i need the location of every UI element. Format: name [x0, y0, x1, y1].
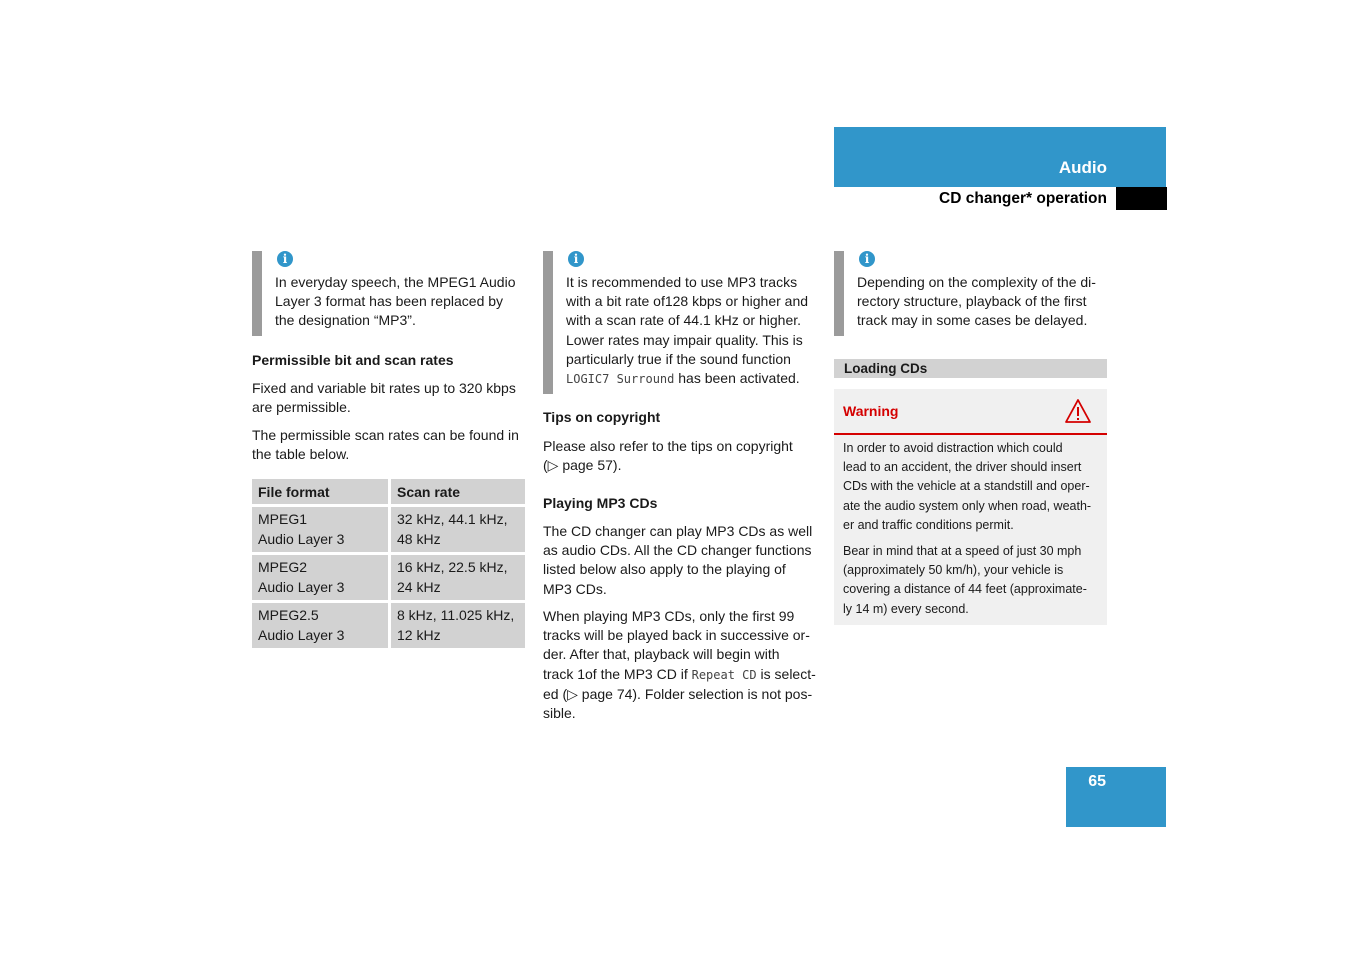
table-row: [252, 554, 525, 602]
paragraph: The permissible scan rates can be found in the table below.: [252, 427, 519, 463]
display-text: LOGIC7 Surround: [566, 372, 675, 387]
page-number-box: [1066, 767, 1166, 827]
paragraph: The CD changer can play MP3 CDs as well as audio CDs. All the CD changer functions listed below also apply to the playing of MP3 CDs.: [543, 523, 813, 597]
warning-paragraph: Bear in mind that at a speed of just 30 mph (approximately 50 km/h), your vehicle is covering a distance of 44 feet (approximate- ly 14 m) every second.: [843, 544, 1087, 616]
table-cell: 16 kHz, 22.5 kHz, 24 kHz: [390, 554, 526, 602]
info-note: [543, 251, 815, 394]
info-bar: [834, 251, 844, 336]
table-cell: 8 kHz, 11.025 kHz, 12 kHz: [390, 602, 526, 649]
loading-cds-heading: Loading CDs: [844, 361, 928, 376]
section-title: Audio: [1058, 158, 1107, 177]
warning-triangle-icon: [1064, 398, 1092, 424]
warning-box: [834, 389, 1107, 625]
header-bar: [834, 127, 1166, 187]
section-tab-marker: [1116, 187, 1167, 210]
table-cell: MPEG1 Audio Layer 3: [252, 506, 390, 554]
paragraph: Fixed and variable bit rates up to 320 kbps are permissible.: [252, 380, 516, 416]
display-text: Repeat CD: [691, 667, 757, 682]
info-text: It is recommended to use MP3 tracks with a bit rate of128 kbps or higher and with a scan rate of 44.1 kHz or higher. Lower rates may impair quality. This is particularly true if the sound function LOGIC7 Surround has been activated.: [566, 274, 809, 387]
section-heading: Permissible bit and scan rates: [252, 352, 454, 368]
warning-header: [834, 389, 1107, 435]
paragraph: When playing MP3 CDs, only the first 99 tracks will be played back in successive or- der. After that, playback will begin with track 1of the MP3 CD if Repeat CD is select- ed (▷ page 74). Folder selection is not pos- sible.: [543, 608, 816, 722]
info-bar: [543, 251, 553, 394]
subsection-title: CD changer* operation: [939, 190, 1107, 207]
scan-rate-table: [252, 479, 525, 648]
info-icon: i: [568, 251, 584, 267]
loading-cds-heading-bar: [834, 359, 1107, 378]
column-header: File format: [252, 479, 390, 506]
section-heading: Playing MP3 CDs: [543, 495, 658, 511]
table-row: [252, 506, 525, 554]
info-bar: [252, 251, 262, 336]
section-heading: Tips on copyright: [543, 409, 661, 425]
info-icon: i: [859, 251, 875, 267]
info-text: Depending on the complexity of the di- rectory structure, playback of the first track may in some cases be delayed.: [857, 274, 1096, 329]
warning-label: Warning: [843, 403, 899, 419]
page-number: 65: [1088, 773, 1106, 790]
info-note: [834, 251, 1106, 336]
table-row: [252, 602, 525, 649]
table-cell: MPEG2.5 Audio Layer 3: [252, 602, 390, 649]
column-header: Scan rate: [390, 479, 526, 506]
table-cell: 32 kHz, 44.1 kHz, 48 kHz: [390, 506, 526, 554]
info-icon: i: [277, 251, 293, 267]
info-note: [252, 251, 524, 336]
warning-paragraph: In order to avoid distraction which could lead to an accident, the driver should insert CDs with the vehicle at a standstill and oper- ate the audio system only when road, weath- er and traffic conditions permit.: [843, 441, 1092, 532]
paragraph: Please also refer to the tips on copyright (▷ page 57).: [543, 438, 793, 474]
info-text: In everyday speech, the MPEG1 Audio Layer 3 format has been replaced by the designation “MP3”.: [275, 274, 516, 329]
table-cell: MPEG2 Audio Layer 3: [252, 554, 390, 602]
table-header-row: [252, 479, 525, 506]
